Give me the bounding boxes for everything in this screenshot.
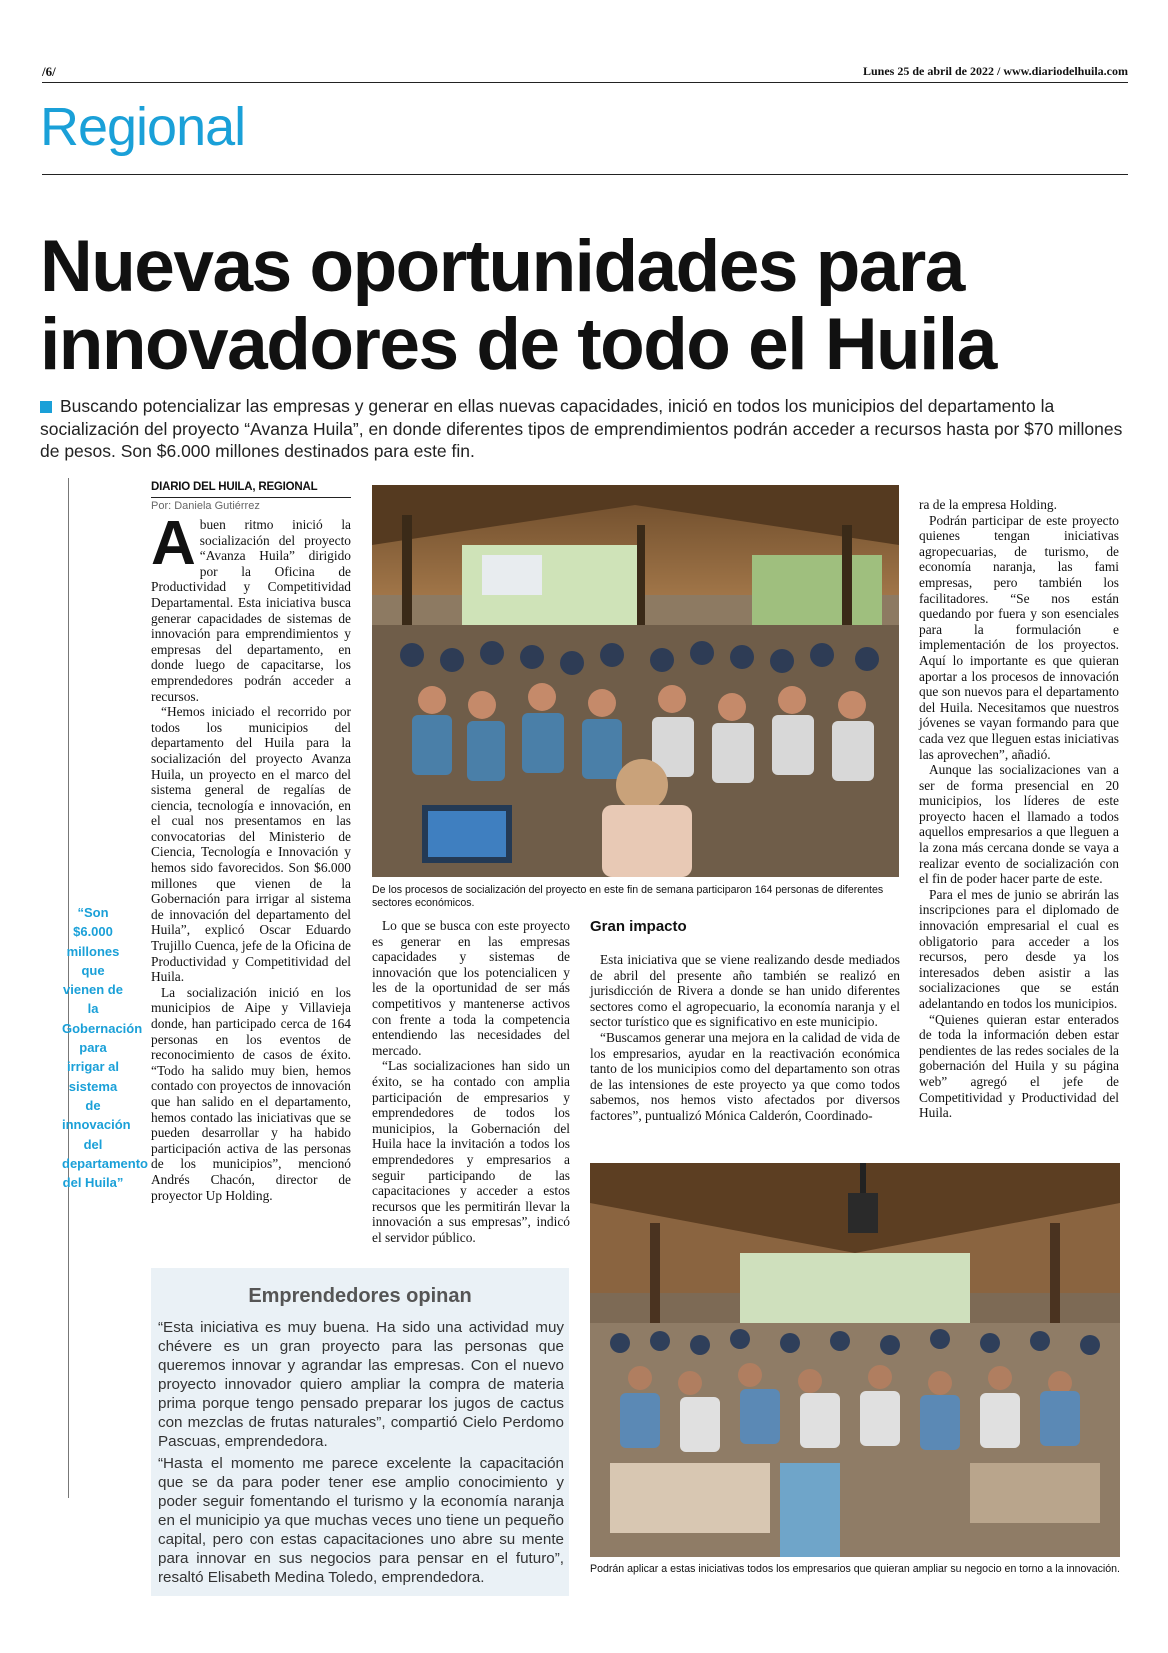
photo-illustration: [590, 1163, 1120, 1557]
paragraph: Aunque las socializaciones van a ser de forma presencial en 20 municipios, los líderes de este proyecto hacen el llamado a todos aquellos empresarios a que lleguen a la zona más cercana donde se vaya a realizar evento de socialización con el fin de poder hacer parte de este.: [919, 762, 1119, 887]
article-photo-gathering: [590, 1163, 1120, 1557]
paragraph: “Hemos iniciado el recorrido por todos los municipios del departamento del Huila para la socialización del proyecto Avanza Huila, un proyecto en el marco del sistema general de regalías de ciencia, tecnología e innovación, en el cual nos presentamos en las convocatorias del Ministerio de Ciencia, Tecnología e Innovación y hemos sido favorecidos. Son $6.000 millones que vienen de la Gobernación para irrigar al sistema de innovación del departamento del Huila”, explicó Oscar Eduardo Trujillo Cuenca, jefe de la Oficina de Productividad y Competitividad del Huila.: [151, 704, 351, 985]
lead-text: Buscando potencializar las empresas y generar en ellas nuevas capacidades, inició en todos los municipios del departamento la socialización del proyecto “Avanza Huila”, en donde diferentes tipos de emprendimientos podrán acceder a recursos hasta por $70 millones de pesos. Son $6.000 millones destinados para este fin.: [40, 396, 1123, 461]
sidebar-quote: “Esta iniciativa es muy buena. Ha sido una actividad muy chévere es un gran proyecto para las personas que queremos innovar y agrandar las empresas. Con el nuevo proyecto innovador quiero ampliar la compra de materia prima porque tengo pensado preparar los jugos de cactus con mezclas de frutas naturales”, compartió Cielo Perdomo Pascuas, emprendedora.: [158, 1319, 564, 1450]
sidebar-quote: “Hasta el momento me parece excelente la capacitación que se da para poder tener ese amplio conocimiento y poder seguir fomentando el turismo y la economía naranja en el municipio ya que muchas veces uno tiene un pequeño capital, pero con estas capacitaciones uno abre su mente para innovar en sus negocios para pensar en el futuro”, resaltó Elisabeth Medina Toledo, emprendedora.: [158, 1455, 564, 1586]
paragraph: “Quienes quieran estar enterados de toda la información deben estar pendientes de las redes sociales de la gobernación del Huila y su página web” agregó el jefe de Competitividad y Productividad del Huila.: [919, 1011, 1119, 1121]
article-headline: Nuevas oportunidades para innovadores de todo el Huila: [40, 226, 996, 385]
section-rule: [42, 174, 1128, 175]
paragraph: Para el mes de junio se abrirán las inscripciones para el diplomado de innovación empresarial el cual es obligatorio para acceder a los recursos, pero desde ya los interesados deben asistir a las socializaciones que se están adelantando en todos los municipios.: [919, 886, 1119, 1011]
paragraph: La socialización inició en los municipios de Aipe y Villavieja donde, han participado cerca de 164 personas en los eventos de reconocimiento de casos de éxito. “Todo ha salido muy bien, hemos contado con proyectos de innovación que han salido en el departamento, hemos contado las iniciativas que se pueden desarrollar y ha habido participación activa de las personas de los municipios”, mencionó Andrés Chacón, director de proyector Up Holding.: [151, 984, 351, 1203]
paragraph: Podrán participar de este proyecto quienes tengan iniciativas agropecuarias, de turismo, de economía naranja, las fami empresas, pero también los facilitadores. “Se nos están quedando por fuera y son esenciales para la formulación e implementación de los proyectos. Aquí lo importante es que quieran aportar a los procesos de innovación que son nuevos para el departamento del Huila. Necesitamos que nuestros jóvenes se vayan formando para que cada vez que lleguen estas iniciativas las aprovechen”, añadió.: [919, 512, 1119, 762]
page-number: /6/: [42, 64, 56, 79]
sidebar-quotes: [158, 1318, 564, 1590]
photo-illustration: [372, 485, 899, 877]
blue-square-icon: [40, 401, 52, 413]
paragraph: Abuen ritmo inició la socialización del proyecto “Avanza Huila” dirigido por la Oficina de Productividad y Competitividad Departamental. Esta iniciativa busca generar capacidades de sistemas de innovación para emprendimientos y empresas del departamento, en donde luego de capacitarse, los emprendedores podrán acceder a recursos.: [151, 509, 351, 704]
byline-author: Por: Daniela Gutiérrez: [151, 500, 260, 512]
photo-caption-2: Podrán aplicar a estas iniciativas todos los empresarios que quieran ampliar su negocio en torno a la innovación.: [590, 1563, 1120, 1575]
article-lead: [40, 395, 1125, 463]
article-column-2: [372, 918, 570, 1245]
article-column-4: [919, 497, 1119, 1121]
photo-caption-1: De los procesos de socialización del proyecto en este fin de semana participaron 164 personas de diferentes sectores económicos.: [372, 884, 884, 909]
header-rule: [42, 82, 1128, 83]
article-column-3: [590, 952, 900, 1124]
paragraph: “Las socializaciones han sido un éxito, se ha contado con amplia participación de empresarios y emprendedores de todos los municipios, la Gobernación del Huila hace la invitación a todos los emprendedores y empresarios a seguir participando de las capacitaciones y acceder a estos recursos que les permitirán llevar la innovación a sus empresas”, indicó el servidor público.: [372, 1058, 570, 1245]
paragraph: ra de la empresa Holding.: [919, 497, 1057, 512]
drop-cap: A: [151, 509, 196, 578]
paragraph: Esta iniciativa que se viene realizando desde mediados de abril del presente año también se realizó en jurisdicción de Rivera a donde se han unido diferentes sectores como el agropecuario, la economía naranja y el sector turístico que es significativo en este municipio.: [590, 952, 900, 1030]
article-column-1: [151, 509, 351, 1203]
paragraph: “Buscamos generar una mejora en la calidad de vida de los empresarios, ayudar en la reactivación económica tanto de los municipios como del departamento son otras de las intensiones de este proyecto ya que como todos sabemos, nos hemos visto afectados por diversos factores”, puntualizó Mónica Calderón, Coordinado-: [590, 1029, 900, 1123]
paragraph: Lo que se busca con este proyecto es generar en las empresas capacidades y sistemas de innovación que los potencialicen y les de la oportunidad de ser más competitivos y mantenerse activos con frente a toda la competencia entendiendo las necesidades del mercado.: [372, 918, 570, 1058]
byline-rule: [151, 497, 351, 498]
sidebar-title: Emprendedores opinan: [248, 1285, 472, 1307]
section-title: Regional: [40, 97, 246, 157]
byline-source: DIARIO DEL HUILA, REGIONAL: [151, 481, 318, 493]
pull-quote: “Son $6.000 millones que vienen de la Gobernación para irrigar al sistema de innovación del departamento del Huila”: [62, 905, 148, 1191]
subheading: Gran impacto: [590, 918, 687, 935]
date-and-website: Lunes 25 de abril de 2022 / www.diariodelhuila.com: [862, 64, 1128, 78]
article-photo-audience: [372, 485, 899, 877]
